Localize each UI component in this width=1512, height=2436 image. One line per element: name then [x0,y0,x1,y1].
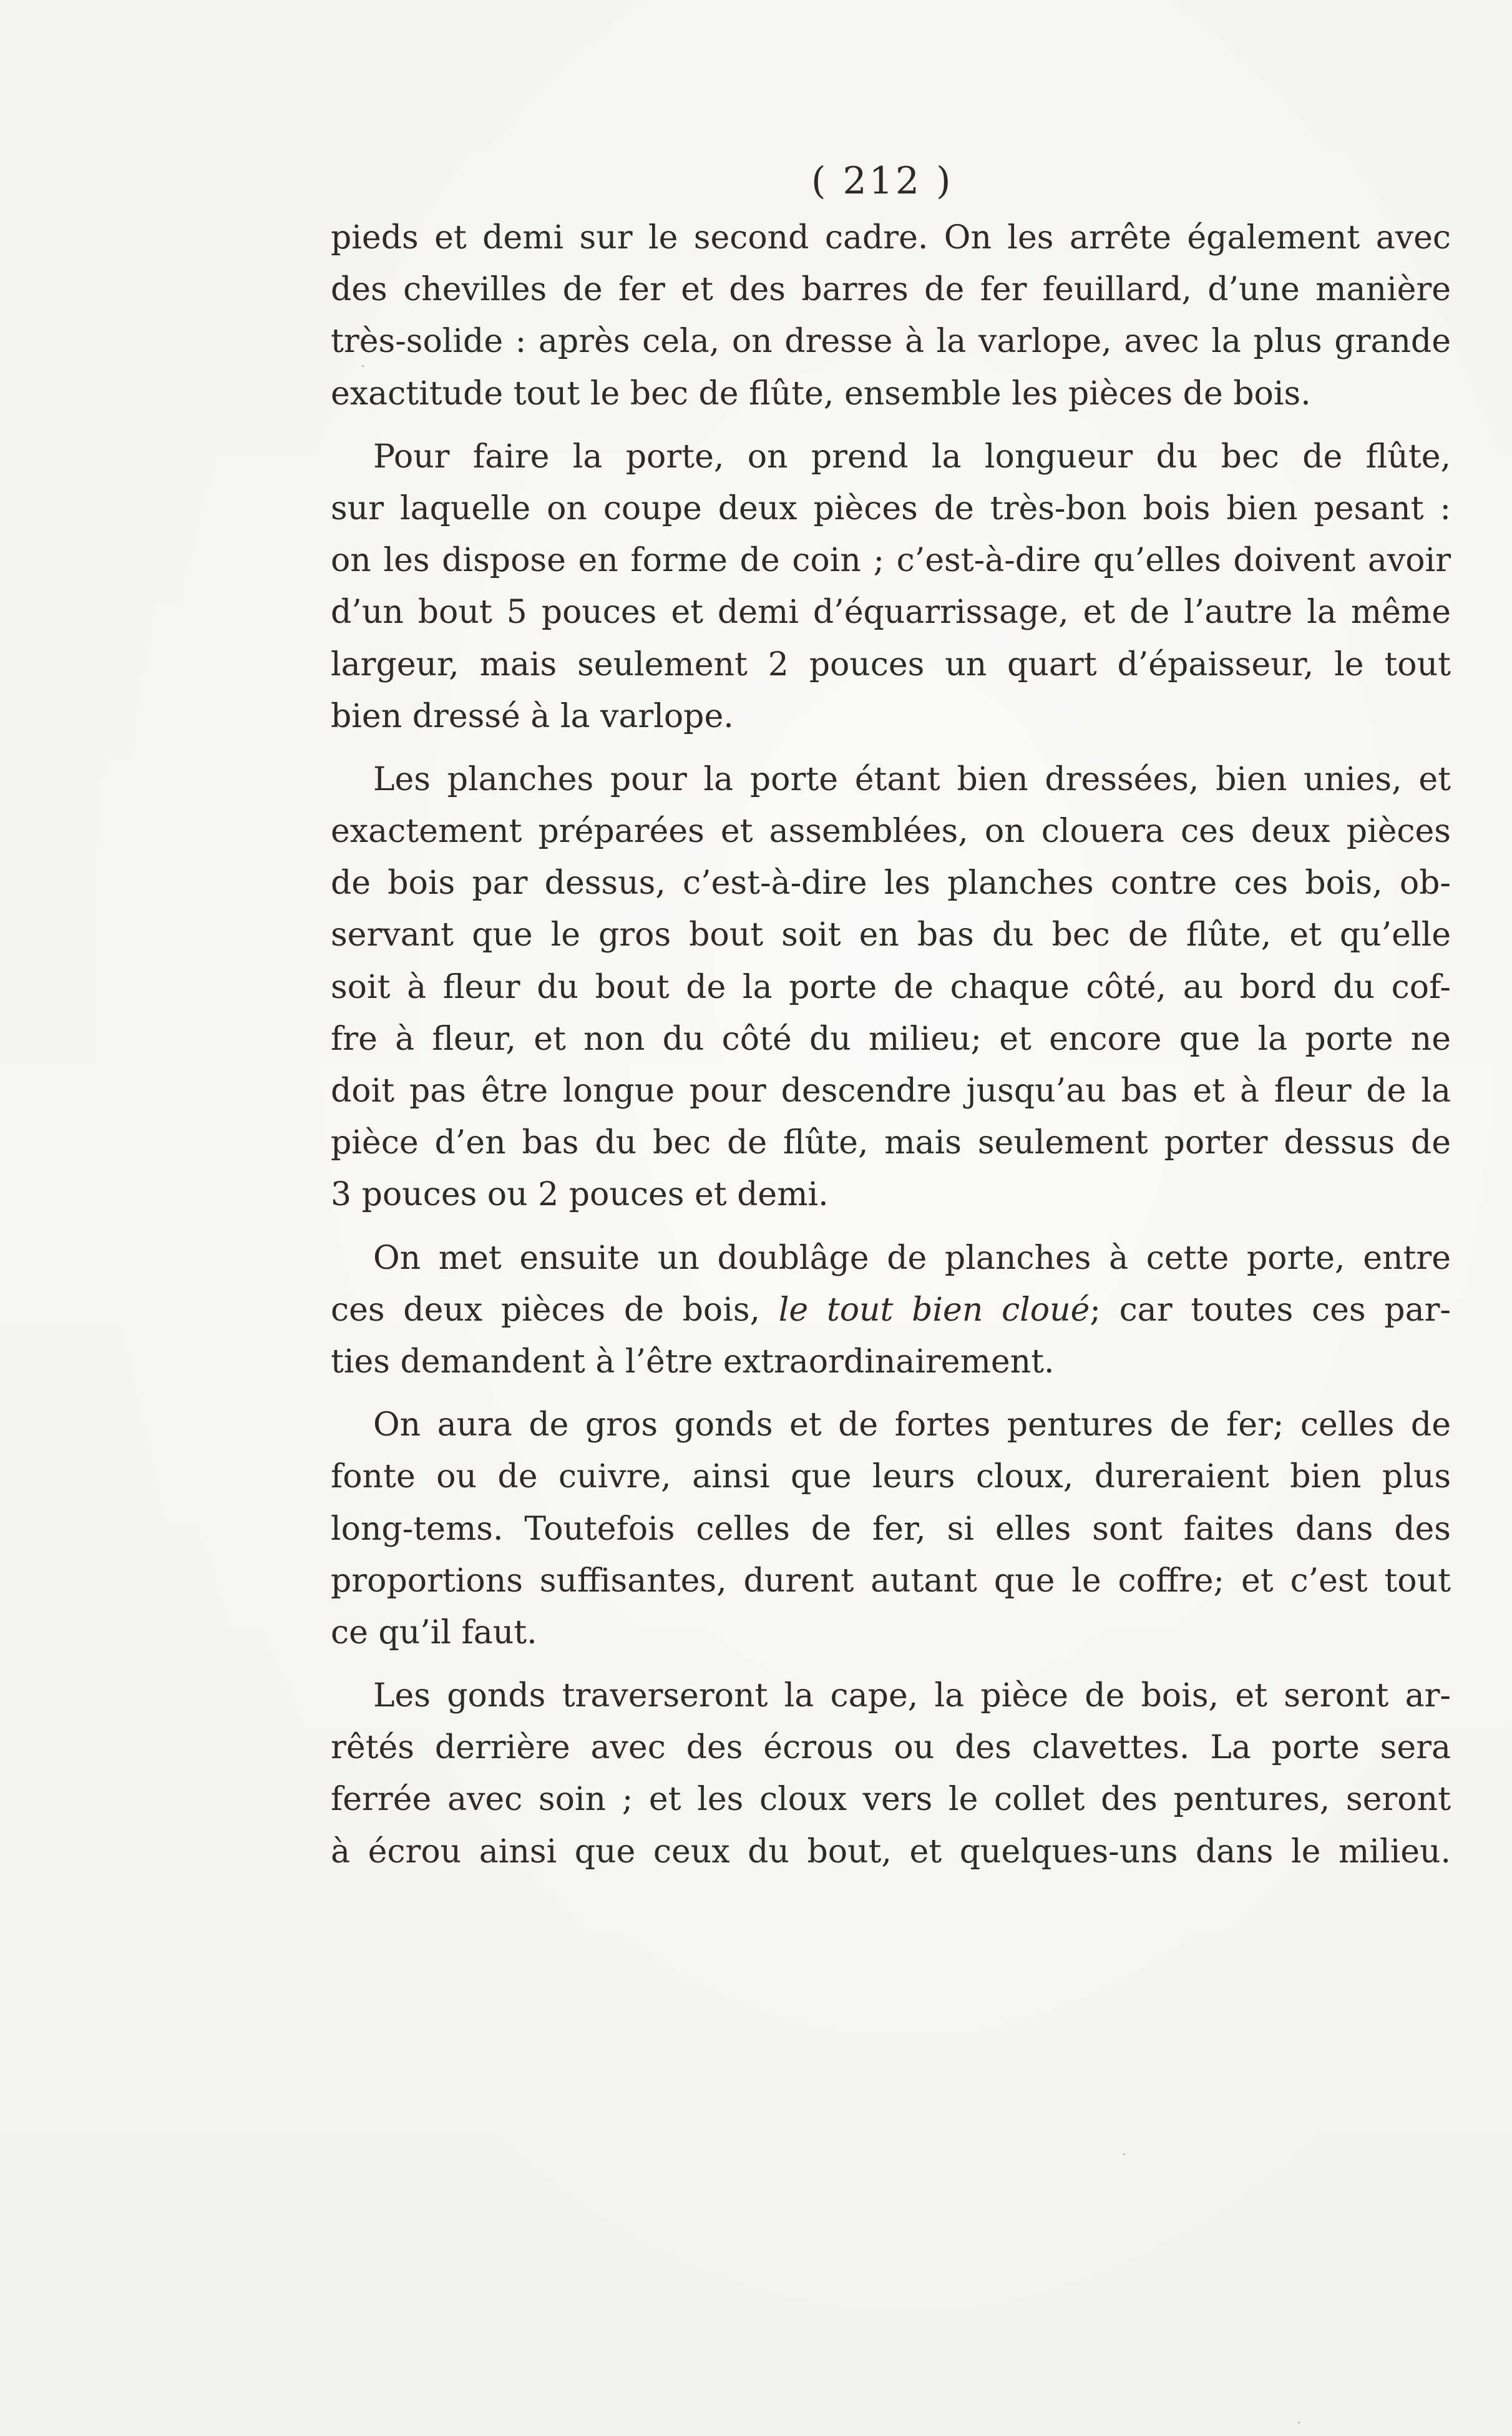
paragraph-2 [331,431,1451,743]
text-line: fre à fleur, et non du côté du milieu; et encore que la porte ne [331,1020,1451,1058]
paragraph-4 [331,1233,1451,1389]
paper-speck [1123,2153,1125,2155]
text-line: long-tems. Toutefois celles de fer, si elles sont faites dans des [331,1510,1451,1548]
text-line: 3 pouces ou 2 pouces et demi. [331,1176,829,1214]
paper-speck [362,365,364,367]
paper-speck [1298,2422,1300,2424]
paragraph-1 [331,212,1451,420]
text-line: Les gonds traverseront la cape, la pièce de bois, et seront ar- [373,1677,1451,1715]
text-line: pieds et demi sur le second cadre. On les arrête également avec [331,219,1451,257]
paragraph-5 [331,1399,1451,1659]
text-line: très-solide : après cela, on dresse à la varlope, avec la plus grande [331,323,1451,361]
italic-run: le tout bien cloué [778,1291,1090,1329]
paragraph-3 [331,754,1451,1221]
text-line: pièce d’en bas du bec de flûte, mais seulement porter dessus de [331,1124,1451,1162]
text-line-with-italic [331,1284,1451,1336]
text-line: exactement préparées et assemblées, on clouera ces deux pièces [331,813,1451,851]
text-line: exactitude tout le bec de flûte, ensemble les pièces de bois. [331,374,1311,413]
text-line: de bois par dessus, c’est-à-dire les planches contre ces bois, ob- [331,864,1451,902]
text-line: à écrou ainsi que ceux du bout, et quelques-uns dans le milieu. [331,1832,1451,1871]
text-line: fonte ou de cuivre, ainsi que leurs cloux, dureraient bien plus [331,1458,1451,1496]
text-line: ferrée avec soin ; et les cloux vers le collet des pentures, seront [331,1781,1451,1819]
text-line: soit à fleur du bout de la porte de chaque côté, au bord du cof- [331,968,1451,1006]
text-line: doit pas être longue pour descendre jusqu’au bas et à fleur de la [331,1072,1451,1110]
text-line: Les planches pour la porte étant bien dressées, bien unies, et [373,760,1451,798]
text-line: servant que le gros bout soit en bas du bec de flûte, et qu’elle [331,916,1451,954]
text-line: largeur, mais seulement 2 pouces un quart d’épaisseur, le tout [331,645,1451,683]
body-text [331,212,1451,1878]
text-line: Pour faire la porte, on prend la longueur du bec de flûte, [373,438,1451,476]
text-line: proportions suffisantes, durent autant que le coffre; et c’est tout [331,1562,1451,1600]
paragraph-6 [331,1670,1451,1878]
text-run: ; car toutes ces par- [1090,1291,1451,1329]
text-line: d’un bout 5 pouces et demi d’équarrissage, et de l’autre la même [331,594,1451,632]
text-run: ces deux pièces de bois, [331,1291,779,1329]
text-line: On met ensuite un doublâge de planches à cette porte, entre [373,1239,1451,1277]
text-line: on les dispose en forme de coin ; c’est-à-dire qu’elles doivent avoir [331,542,1451,580]
text-line: bien dressé à la varlope. [331,697,734,735]
text-line: On aura de gros gonds et de fortes pentures de fer; celles de [373,1406,1451,1444]
text-line: ce qu’il faut. [331,1613,537,1651]
text-line: des chevilles de fer et des barres de fer feuillard, d’une manière [331,271,1451,309]
page-number: ( 212 ) [811,159,954,203]
text-line: ties demandent à l’être extraordinairement. [331,1343,1055,1381]
text-line: sur laquelle on coupe deux pièces de très-bon bois bien pesant : [331,489,1451,527]
text-line: rêtés derrière avec des écrous ou des clavettes. La porte sera [331,1729,1451,1767]
